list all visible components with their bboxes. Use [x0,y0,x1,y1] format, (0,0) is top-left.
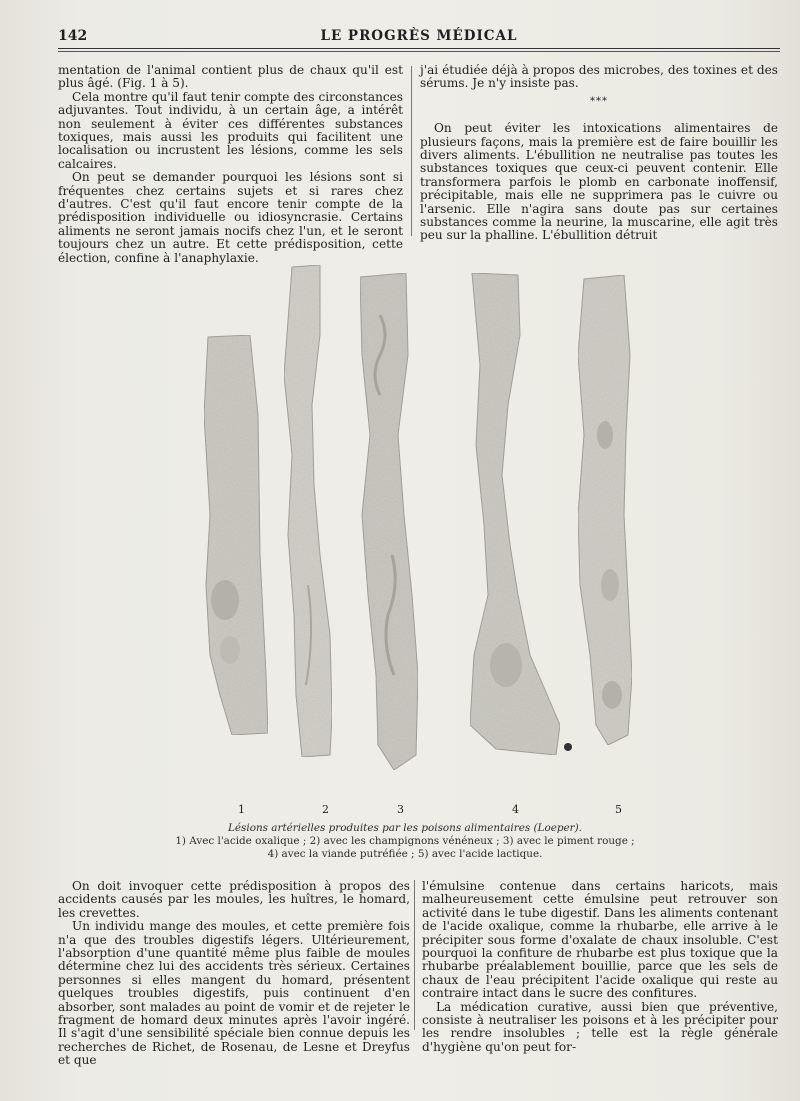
figure-number: 5 [615,803,622,816]
figure-caption [160,822,650,861]
figure-number: 3 [397,803,404,816]
paragraph: On doit invoquer cette prédisposition à propos des accidents causés par les moules, les huîtres, le homard, les crevettes. [58,879,410,920]
caption-title: Lésions artérielles produites par les poisons alimentaires (Loeper). [228,822,582,834]
paragraph: On peut se demander pourquoi les lésions sont si fréquentes chez certains sujets et si rares chez d'autres. C'est qu'il faut encore tenir compte de la prédisposition individuelle ou idiosyncrasie. Certains aliments ne seront jamais nocifs chez l'un, et le seront toujours chez un autre. Et cette prédisposition, cette élection, confine à l'anaphylaxie. [58,170,403,265]
paragraph: mentation de l'animal contient plus de chaux qu'il est plus âgé. (Fig. 1 à 5). [58,63,403,91]
caption-line: 4) avec la viande putréfiée ; 5) avec l'acide lactique. [267,848,543,860]
caption-line: 1) Avec l'acide oxalique ; 2) avec les champignons vénéneux ; 3) avec le piment rouge ; [175,835,635,847]
figure-number: 1 [238,803,245,816]
paragraph: j'ai étudiée déjà à propos des microbes, des toxines et des sérums. Je n'y insiste pas. [420,63,778,91]
figure-number: 4 [512,803,519,816]
paragraph: Un individu mange des moules, et cette première fois n'a que des troubles digestifs légers. Ultérieurement, l'absorption d'une quantité même plus faible de moules détermine chez lui des accidents très sérieux. Certaines personnes si elles mangent du homard, présentent quelques troubles digestifs, puis continuent d'en absorber, sont malades au point de vomir et de rejeter le fragment de homard deux minutes après l'avoir ingéré. Il s'agit d'une sensibilité spéciale bien connue depuis les recherches de Richet, de Rosenau, de Lesne et Dreyfus et que [58,919,410,1068]
header-rule-thin [58,51,780,52]
column-divider [411,66,412,236]
specimen-5 [578,275,632,745]
arterial-lesions-figure [180,255,650,790]
specimen-3 [360,273,418,770]
specimen-2 [284,265,332,757]
bottom-left-column [58,880,410,1068]
section-separator: *** [590,95,608,107]
figure-illustration [180,255,650,790]
column-divider [414,880,415,1030]
top-right-column [420,64,778,243]
specimen-1 [204,335,268,735]
figure-number: 2 [322,803,329,816]
running-title: LE PROGRÈS MÉDICAL [320,28,518,44]
paragraph: Cela montre qu'il faut tenir compte des circonstances adjuvantes. Tout individu, à un certain âge, a intérêt non seulement à éviter ces différentes substances toxiques, mais aussi les produits qui facilitent une localisation ou incrustent les lésions, comme les sels calcaires. [58,89,403,171]
paragraph: La médication curative, aussi bien que préventive, consiste à neutraliser les poisons et à les précipiter pour les rendre insolubles ; telle est la règle générale d'hygiène qu'on peut for- [422,999,778,1054]
page-number: 142 [58,28,88,44]
top-left-column [58,64,403,265]
page-header [58,28,780,50]
paragraph: l'émulsine contenue dans certains haricots, mais malheureusement cette émulsine peut retrouver son activité dans le tube digestif. Dans les aliments contenant de l'acide oxalique, comme la rhubarbe, elle arrive à le précipiter sous forme d'oxalate de chaux insoluble. C'est pourquoi la confiture de rhubarbe est plus toxique que la rhubarbe préalablement bouillie, parce que les sels de chaux de l'eau précipitent l'acide oxalique qui reste au contraire intact dans le sucre des confitures. [422,879,778,1001]
bottom-right-column [422,880,778,1054]
header-rule [58,48,780,49]
paragraph: On peut éviter les intoxications alimentaires de plusieurs façons, mais la première est de faire bouillir les divers aliments. L'ébullition ne neutralise pas toutes les substances toxiques que ceux-ci peuvent contenir. Elle transformera parfois le plomb en carbonate inoffensif, précipitable, mais elle ne supprimera pas le cuivre ou l'arsenic. Elle n'agira sans doute pas sur certaines substances comme la neurine, la muscarine, elle agit très peu sur la phalline. L'ébullition détruit [420,121,778,243]
figure-numbers [0,803,800,817]
